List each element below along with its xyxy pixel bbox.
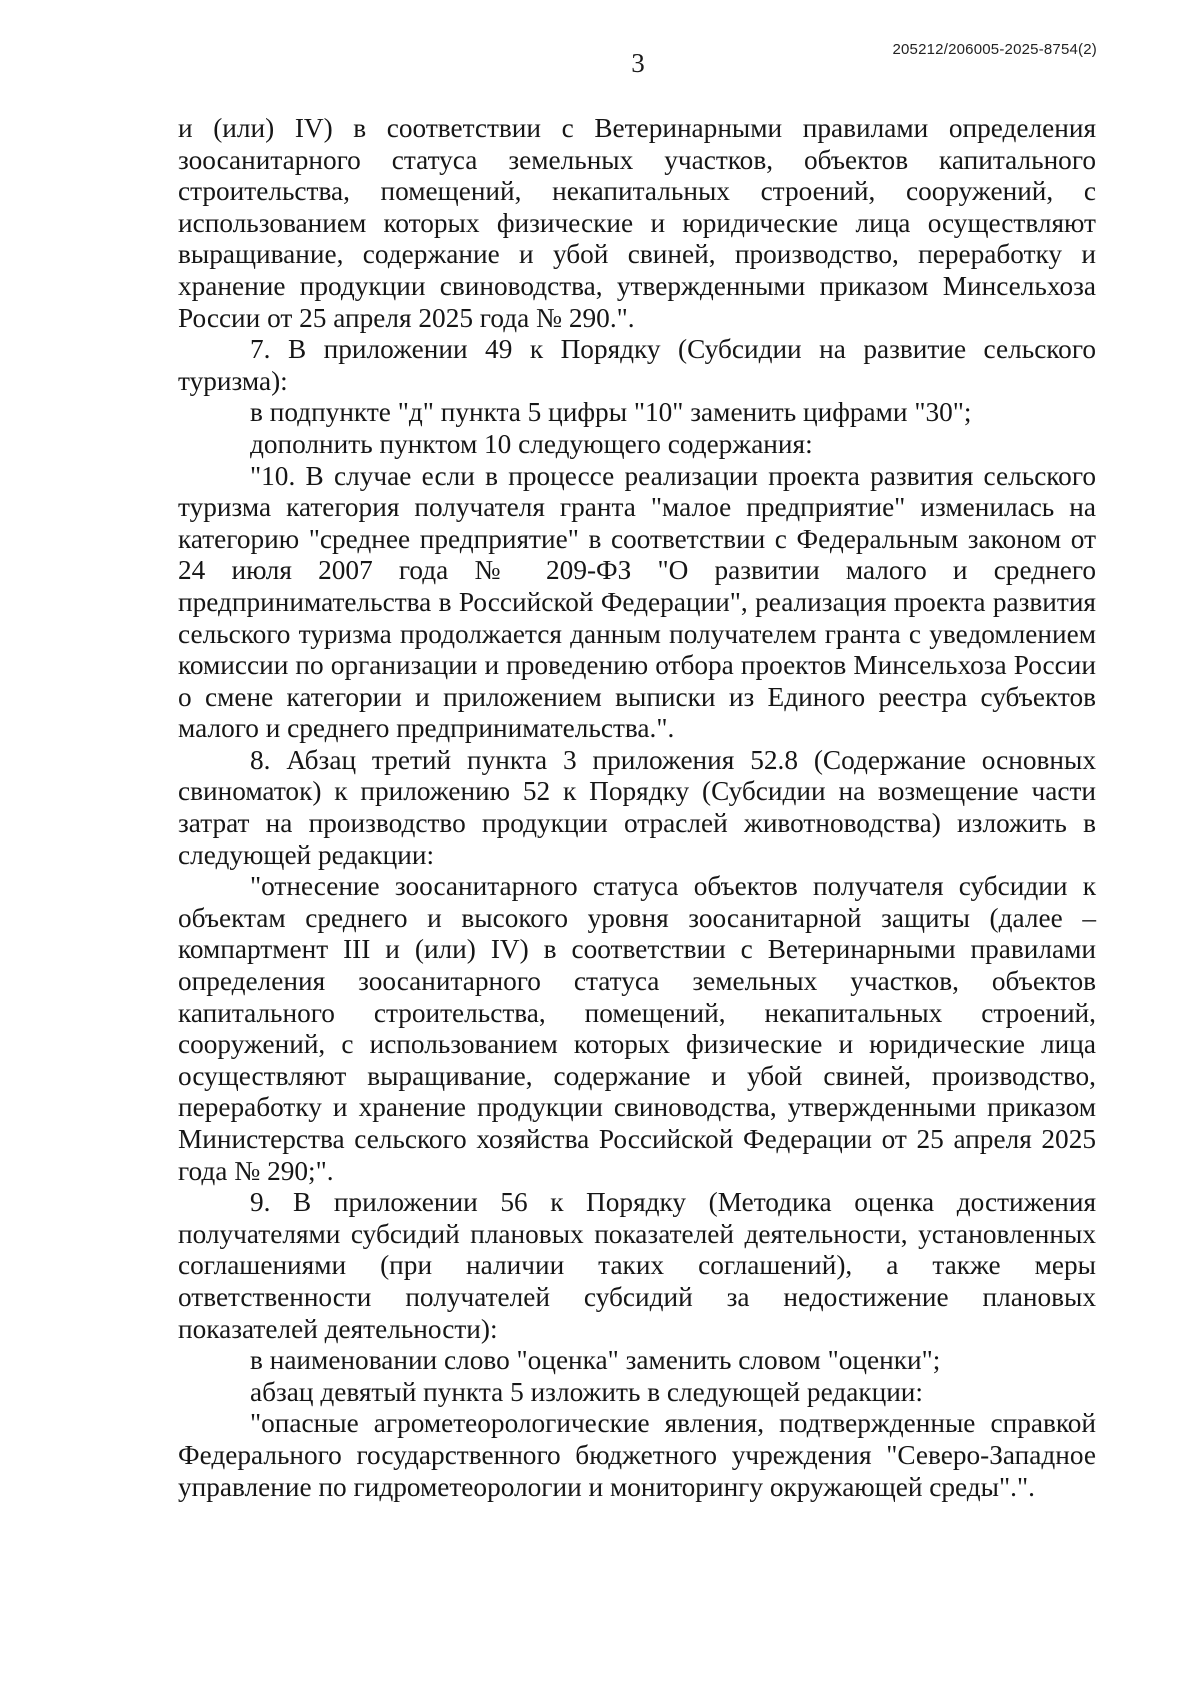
paragraph: 9. В приложении 56 к Порядку (Методика оценка достижения получателями субсидий плановых показателей деятельности, установленных соглашениями (при наличии таких соглашений), а также меры ответственности получателей субсидий за недостижение плановых показателей деятельности):	[178, 1187, 1096, 1344]
paragraph: "опасные агрометеорологические явления, подтвержденные справкой Федерального государственного бюджетного учреждения "Северо-Западное управление по гидрометеорологии и мониторингу окружающей среды".".	[178, 1408, 1096, 1502]
paragraph: "10. В случае если в процессе реализации проекта развития сельского туризма категория получателя гранта "малое предприятие" изменилась на категорию "среднее предприятие" в соответствии с Федеральным законом от 24 июля 2007 года № 209-ФЗ "О развитии малого и среднего предпринимательства в Российской Федерации", реализация проекта развития сельского туризма продолжается данным получателем гранта с уведомлением комиссии по организации и проведению отбора проектов Минсельхоза России о смене категории и приложением выписки из Единого реестра субъектов малого и среднего предпринимательства.".	[178, 460, 1096, 744]
paragraph: в подпункте "д" пункта 5 цифры "10" заменить цифрами "30";	[250, 397, 972, 428]
paragraph: абзац девятый пункта 5 изложить в следующей редакции:	[250, 1376, 923, 1407]
document-id: 205212/206005-2025-8754(2)	[892, 41, 1097, 58]
document-body	[178, 113, 1096, 1503]
paragraph: 8. Абзац третий пункта 3 приложения 52.8 (Содержание основных свиноматок) к приложению 52 к Порядку (Субсидии на возмещение части затрат на производство продукции отраслей животноводства) изложить в следующей редакции:	[178, 744, 1096, 870]
page-number: 3	[631, 48, 645, 78]
paragraph: и (или) IV) в соответствии с Ветеринарными правилами определения зоосанитарного статуса земельных участков, объектов капитального строительства, помещений, некапитальных строений, сооружений, с использованием которых физические и юридические лица осуществляют выращивание, содержание и убой свиней, производство, переработку и хранение продукции свиноводства, утвержденными приказом Минсельхоза России от 25 апреля 2025 года № 290.".	[178, 113, 1096, 333]
paragraph: "отнесение зоосанитарного статуса объектов получателя субсидии к объектам среднего и высокого уровня зоосанитарной защиты (далее – компартмент III и (или) IV) в соответствии с Ветеринарными правилами определения зоосанитарного статуса земельных участков, объектов капитального строительства, помещений, некапитальных строений, сооружений, с использованием которых физические и юридические лица осуществляют выращивание, содержание и убой свиней, производство, переработку и хранение продукции свиноводства, утвержденными приказом Министерства сельского хозяйства Российской Федерации от 25 апреля 2025 года № 290;".	[178, 871, 1096, 1186]
paragraph: дополнить пунктом 10 следующего содержания:	[250, 428, 813, 459]
paragraph: 7. В приложении 49 к Порядку (Субсидии на развитие сельского туризма):	[178, 334, 1096, 396]
paragraph: в наименовании слово "оценка" заменить словом "оценки";	[250, 1345, 941, 1376]
